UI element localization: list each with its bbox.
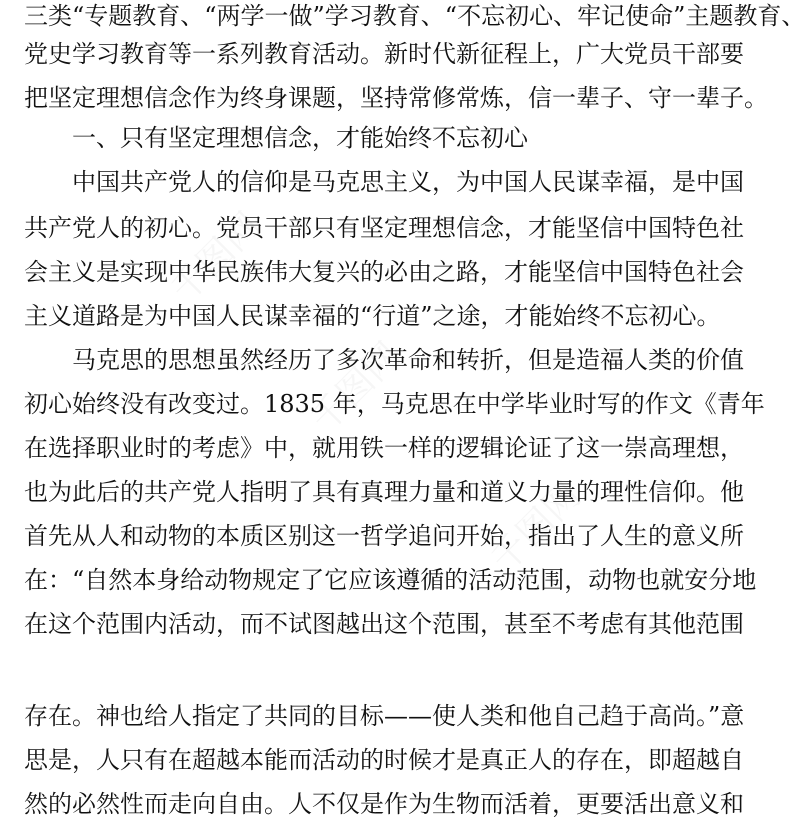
text-line: 在这个范围内活动，而不试图越出这个范围，甚至不考虑有其他范围: [24, 610, 744, 638]
text-line: 思是，人只有在超越本能而活动的时候才是真正人的存在，即超越自: [24, 746, 744, 774]
section-heading: 一、只有坚定理想信念，才能始终不忘初心: [72, 124, 528, 152]
text-line: 会主义是实现中华民族伟大复兴的必由之路，才能坚信中国特色社会: [24, 258, 744, 286]
text-line: 存在。神也给人指定了共同的目标——使人类和他自己趋于高尚。”意: [24, 702, 745, 730]
text-line: 主义道路是为中国人民谋幸福的“行道”之途，才能始终不忘初心。: [24, 302, 721, 330]
text-line: 也为此后的共产党人指明了具有真理力量和道义力量的理性信仰。他: [24, 478, 744, 506]
text-line: 在选择职业时的考虑》中，就用铁一样的逻辑论证了这一崇高理想，: [24, 434, 744, 462]
watermark: 千图网: [163, 204, 269, 311]
text-line: 然的必然性而走向自由。人不仅是作为生物而活着，更要活出意义和: [24, 790, 744, 818]
text-line: 首先从人和动物的本质区别这一哲学追问开始，指出了人生的意义所: [24, 522, 744, 550]
text-line: 三类“专题教育、“两学一做”学习教育、“不忘初心、牢记使命”主题教育、: [24, 2, 805, 30]
watermark: 千图网: [483, 474, 589, 581]
text-line: 在：“自然本身给动物规定了它应该遵循的活动范围，动物也就安分地: [24, 566, 757, 594]
text-line: 把坚定理想信念作为终身课题，坚持常修常炼，信一辈子、守一辈子。: [24, 84, 768, 112]
text-line: 共产党人的初心。党员干部只有坚定理想信念，才能坚信中国特色社: [24, 214, 744, 242]
text-line: 党史学习教育等一系列教育活动。新时代新征程上，广大党员干部要: [24, 40, 744, 68]
text-line: 马克思的思想虽然经历了多次革命和转折，但是造福人类的价值: [72, 346, 744, 374]
watermark: 千图网: [303, 334, 409, 441]
text-line: 中国共产党人的信仰是马克思主义，为中国人民谋幸福，是中国: [72, 168, 744, 196]
text-line: 初心始终没有改变过。1835 年，马克思在中学毕业时写的作文《青年: [24, 390, 765, 418]
